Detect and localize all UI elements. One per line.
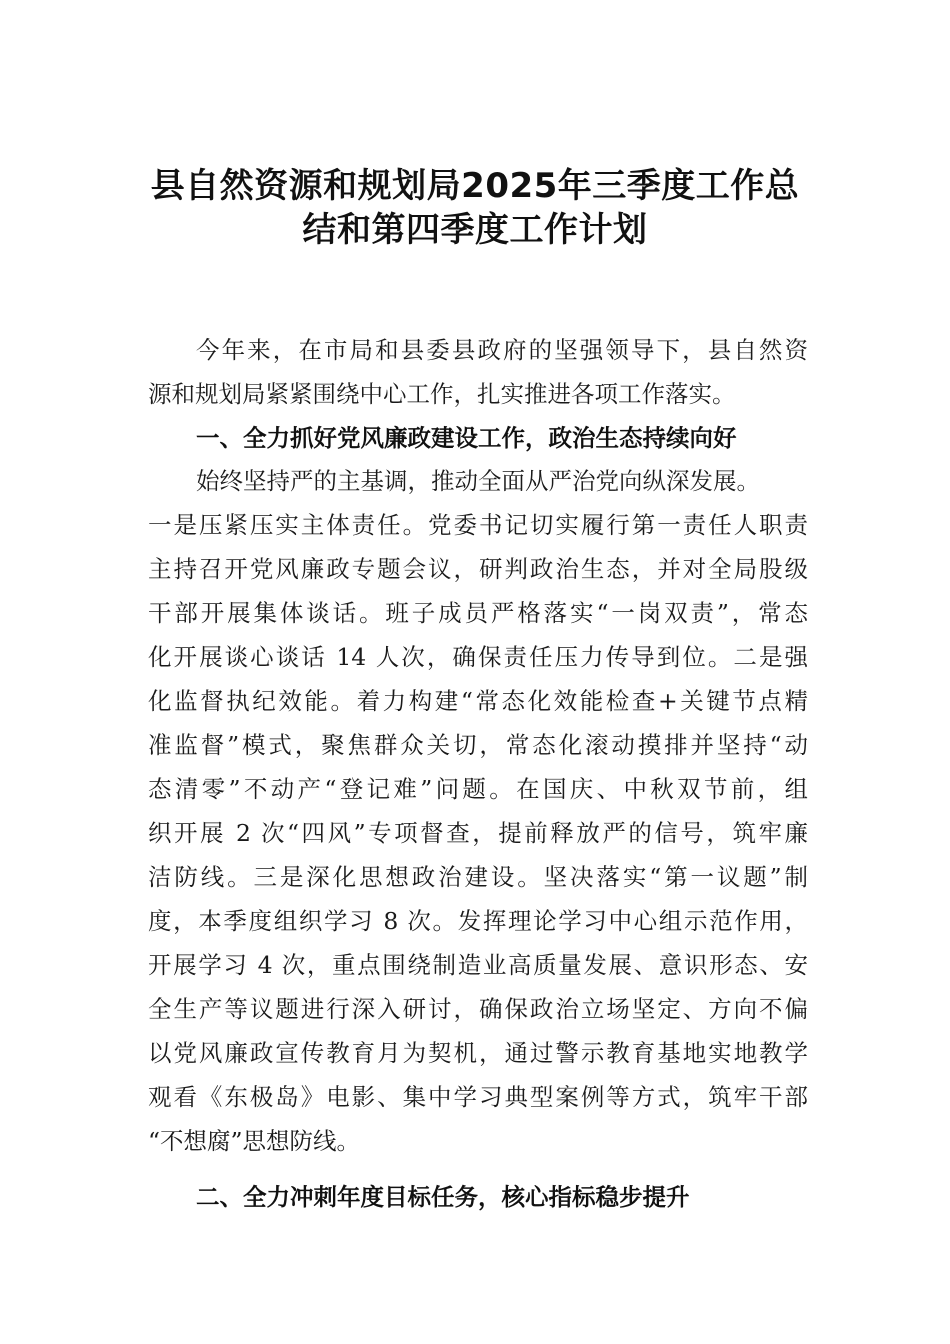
paragraph-line: 以党风廉政宣传教育月为契机，通过警示教育基地实地教学 [148, 1039, 808, 1067]
paragraph-line: 织开展 2 次“四风”专项督查，提前释放严的信号，筑牢廉 [148, 819, 808, 847]
paragraph-line: 开展学习 4 次，重点围绕制造业高质量发展、意识形态、安 [148, 951, 808, 979]
paragraph-line: 度，本季度组织学习 8 次。发挥理论学习中心组示范作用， [148, 907, 808, 935]
section-1-paragraph [148, 459, 808, 1163]
paragraph-line: 全生产等议题进行深入研讨，确保政治立场坚定、方向不偏 [148, 995, 808, 1023]
paragraph-line: 始终坚持严的主基调，推动全面从严治党向纵深发展。 [196, 467, 760, 495]
paragraph-line: 干部开展集体谈话。班子成员严格落实“一岗双责”，常态 [148, 599, 808, 627]
section-2-heading: 二、全力冲刺年度目标任务，核心指标稳步提升 [196, 1183, 690, 1211]
document-title-line-1: 县自然资源和规划局2025年三季度工作总 [150, 166, 800, 206]
document-title-line-2: 结和第四季度工作计划 [302, 210, 648, 250]
paragraph-line: 洁防线。三是深化思想政治建设。坚决落实“第一议题”制 [148, 863, 808, 891]
paragraph-line: 主持召开党风廉政专题会议，研判政治生态，并对全局股级 [148, 555, 808, 583]
intro-line: 源和规划局紧紧围绕中心工作，扎实推进各项工作落实。 [148, 380, 736, 408]
paragraph-line: 化监督执纪效能。着力构建“常态化效能检查+关键节点精 [148, 687, 808, 715]
paragraph-line: 化开展谈心谈话 14 人次，确保责任压力传导到位。二是强 [148, 643, 808, 671]
intro-paragraph [148, 328, 808, 416]
paragraph-line: 观看《东极岛》电影、集中学习典型案例等方式，筑牢干部 [148, 1083, 808, 1111]
paragraph-line: 准监督”模式，聚焦群众关切，常态化滚动摸排并坚持“动 [148, 731, 808, 759]
intro-line: 今年来，在市局和县委县政府的坚强领导下，县自然资 [196, 336, 808, 364]
paragraph-line: 一是压紧压实主体责任。党委书记切实履行第一责任人职责 [148, 511, 808, 539]
paragraph-line: 态清零”不动产“登记难”问题。在国庆、中秋双节前，组 [148, 775, 808, 803]
section-1-heading: 一、全力抓好党风廉政建设工作，政治生态持续向好 [196, 424, 737, 452]
paragraph-line: “不想腐”思想防线。 [148, 1127, 361, 1155]
